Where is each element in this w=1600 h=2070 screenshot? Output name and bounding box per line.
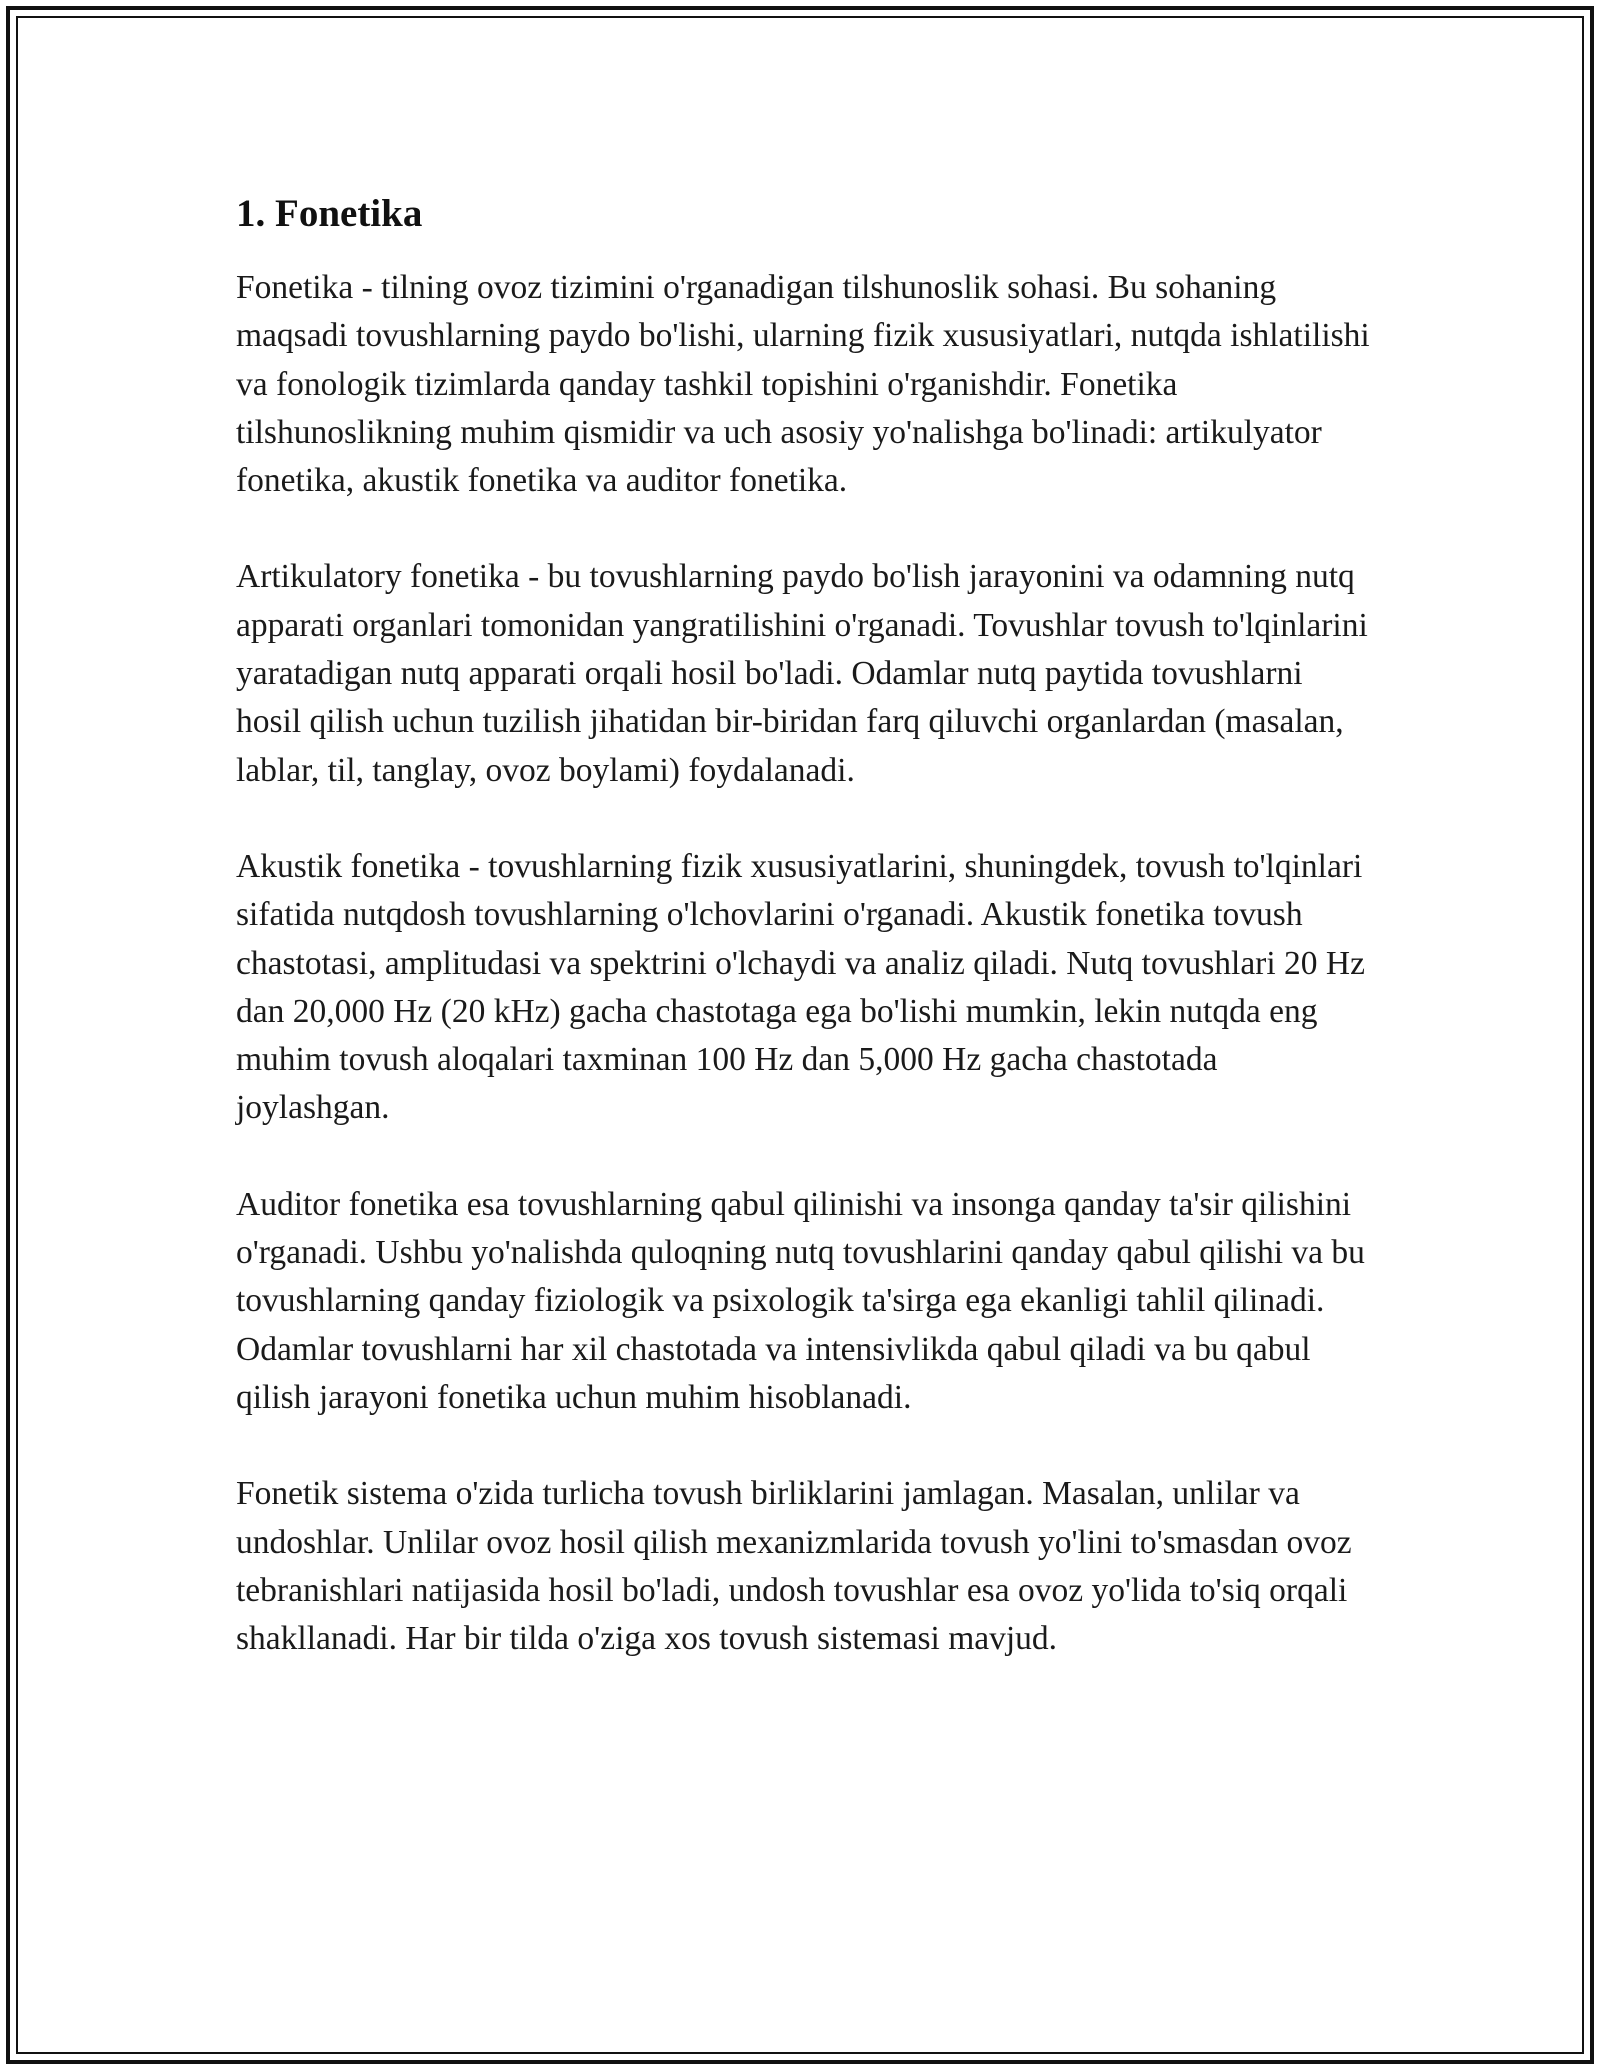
paragraph-auditory: Auditor fonetika esa tovushlarning qabul qilinishi va insonga qanday ta'sir qilishini o'rganadi. Ushbu yo'nalishda quloqning nutq tovushlarini qanday qabul qilishi va bu tovushlarning qanday fiziologik va psixologik ta'sirga ega ekanligi tahlil qilinadi. Odamlar tovushlarni har xil chastotada va intensivlikda qabul qiladi va bu qabul qilish jarayoni fonetika uchun muhim hisoblanadi. (236, 1185, 1365, 1416)
section-heading: 1. Fonetika (236, 192, 423, 235)
paragraph-acoustic: Akustik fonetika - tovushlarning fizik xususiyatlarini, shuningdek, tovush to'lqinlari sifatida nutqdosh tovushlarning o'lchovlarini o'rganadi. Akustik fonetika tovush chastotasi, amplitudasi va spektrini o'lchaydi va analiz qiladi. Nutq tovushlari 20 Hz dan 20,000 Hz (20 kHz) gacha chastotaga ega bo'lishi mumkin, lekin nutqda eng muhim tovush aloqalari taxminan 100 Hz dan 5,000 Hz gacha chastotada joylashgan. (236, 847, 1365, 1127)
document-body (236, 186, 1376, 1711)
paragraph-articulatory: Artikulatory fonetika - bu tovushlarning paydo bo'lish jarayonini va odamning nutq apparati organlari tomonidan yangratilishini o'rganadi. Tovushlar tovush to'lqinlarini yaratadigan nutq apparati orqali hosil bo'ladi. Odamlar nutq paytida tovushlarni hosil qilish uchun tuzilish jihatidan bir-biridan farq qiluvchi organlardan (masalan, lablar, til, tanglay, ovoz boylami) foydalanadi. (236, 558, 1368, 789)
paragraph-phonetic-system: Fonetik sistema o'zida turlicha tovush birliklarini jamlagan. Masalan, unlilar va undoshlar. Unlilar ovoz hosil qilish mexanizmlarida tovush yo'lini to'smasdan ovoz tebranishlari natijasida hosil bo'ladi, undosh tovushlar esa ovoz yo'lida to'siq orqali shakllanadi. Har bir tilda o'ziga xos tovush sistemasi mavjud. (236, 1475, 1352, 1658)
paragraph-intro: Fonetika - tilning ovoz tizimini o'rganadigan tilshunoslik sohasi. Bu sohaning maqsadi tovushlarning paydo bo'lishi, ularning fizik xususiyatlari, nutqda ishlatilishi va fonologik tizimlarda qanday tashkil topishini o'rganishdir. Fonetika tilshunoslikning muhim qismidir va uch asosiy yo'nalishga bo'linadi: artikulyator fonetika, akustik fonetika va auditor fonetika. (236, 269, 1370, 500)
